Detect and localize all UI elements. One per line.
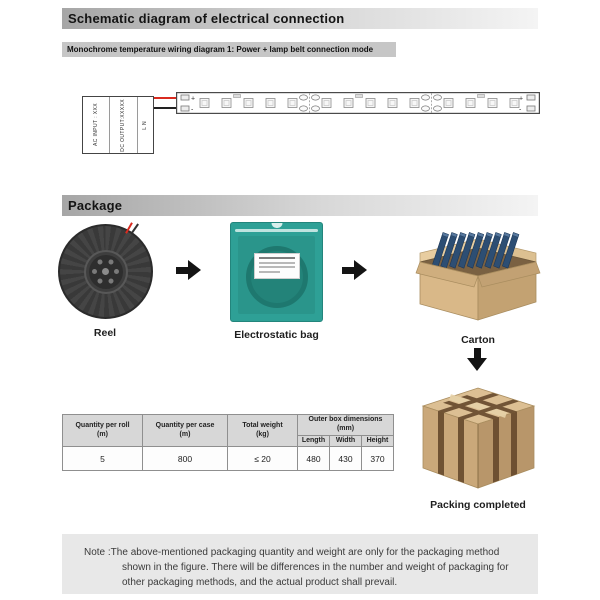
wiring-subtitle-bar bbox=[62, 42, 396, 57]
th-unit: (m) bbox=[179, 430, 191, 438]
flow-arrow-1 bbox=[176, 260, 201, 280]
reel-hub-hole bbox=[108, 259, 115, 266]
packaging-spec-table-wrap bbox=[62, 414, 394, 471]
td-quantity-per-case: 800 bbox=[143, 447, 228, 471]
arrow-head-icon bbox=[354, 260, 367, 280]
arrow-tail bbox=[342, 267, 354, 274]
td-quantity-per-roll: 5 bbox=[63, 447, 143, 471]
pad-minus-right: - bbox=[519, 106, 522, 114]
carton-illustration bbox=[406, 218, 548, 324]
psu-label-column-2 bbox=[110, 97, 137, 153]
arrow-tail bbox=[474, 348, 481, 358]
th-text: Outer box dimensions bbox=[308, 416, 383, 423]
th-total-weight bbox=[228, 415, 298, 447]
carton-label: Carton bbox=[461, 334, 495, 346]
packaging-spec-table bbox=[62, 414, 394, 471]
flow-arrow-2 bbox=[342, 260, 367, 280]
td-width: 430 bbox=[330, 447, 362, 471]
flow-arrow-down bbox=[467, 348, 487, 371]
packing-completed-label: Packing completed bbox=[430, 499, 526, 511]
arrow-head-icon bbox=[188, 260, 201, 280]
td-total-weight: ≤ 20 bbox=[228, 447, 298, 471]
psu-label-column-1 bbox=[83, 97, 110, 153]
arrow-head-icon bbox=[467, 358, 487, 371]
bag-zip-seal bbox=[235, 229, 318, 232]
th-unit: (m) bbox=[97, 430, 108, 438]
reel-hub-hole bbox=[114, 269, 119, 274]
reel-hub-hole bbox=[97, 278, 104, 285]
reel-center-hole bbox=[102, 268, 109, 275]
th-outer-box-dimensions bbox=[298, 415, 394, 436]
reel-wire-dark bbox=[131, 223, 139, 233]
th-unit: (mm) bbox=[336, 424, 355, 432]
reel-hub bbox=[89, 255, 123, 289]
psu-terminals: L N bbox=[142, 120, 149, 130]
package-title: Package bbox=[68, 198, 123, 213]
pad-minus-left: - bbox=[191, 106, 194, 114]
psu-terminal-column bbox=[138, 97, 153, 153]
note-box bbox=[62, 534, 538, 594]
bag-hang-hole bbox=[271, 223, 282, 228]
wiring-diagram bbox=[62, 72, 538, 182]
note-text: Note :The above-mentioned packaging quantity and weight are only for the packaging method shown in the figure. There will be differences in the number and weight of packaging for other packaging methods, and the actual product shall prevail. bbox=[84, 547, 509, 588]
label-line bbox=[259, 257, 295, 259]
wiring-subtitle: Monochrome temperature wiring diagram 1: Power + lamp belt connection mode bbox=[67, 45, 374, 54]
th-quantity-per-case bbox=[143, 415, 228, 447]
wire-negative bbox=[154, 107, 176, 109]
pad-plus-right: + bbox=[519, 95, 524, 103]
th-text: Quantity per case bbox=[155, 421, 215, 429]
th-length: Length bbox=[298, 435, 330, 447]
bag-spec-label bbox=[254, 253, 300, 279]
th-text: Quantity per roll bbox=[75, 421, 130, 429]
section-bar-package bbox=[62, 195, 538, 216]
power-supply-box bbox=[82, 96, 154, 154]
label-line bbox=[259, 266, 295, 268]
schematic-title: Schematic diagram of electrical connection bbox=[68, 11, 345, 26]
reel-hub-hole bbox=[92, 269, 97, 274]
wire-positive bbox=[154, 97, 176, 99]
psu-label-line1: AC INPUT : XXX bbox=[93, 103, 100, 147]
packing-completed-illustration bbox=[408, 376, 548, 496]
label-line bbox=[259, 271, 281, 273]
reel-hub-hole bbox=[108, 278, 115, 285]
led-strip-drawing bbox=[176, 92, 540, 114]
td-length: 480 bbox=[298, 447, 330, 471]
th-unit: (kg) bbox=[256, 430, 269, 438]
reel-hub-hole bbox=[97, 259, 104, 266]
th-height: Height bbox=[362, 435, 394, 447]
th-width: Width bbox=[330, 435, 362, 447]
section-bar-schematic bbox=[62, 8, 538, 29]
pad-plus-left: + bbox=[191, 95, 196, 103]
electrostatic-bag-illustration bbox=[230, 222, 323, 322]
arrow-tail bbox=[176, 267, 188, 274]
label-line bbox=[259, 262, 295, 264]
bag-label: Electrostatic bag bbox=[234, 329, 319, 341]
psu-label-line2: DC OUTPUT:XXXXX bbox=[120, 98, 127, 152]
reel-label: Reel bbox=[93, 327, 117, 339]
table-row bbox=[63, 447, 394, 471]
th-text: Total weight bbox=[242, 421, 283, 429]
reel-illustration bbox=[58, 224, 153, 319]
th-quantity-per-roll bbox=[63, 415, 143, 447]
td-height: 370 bbox=[362, 447, 394, 471]
